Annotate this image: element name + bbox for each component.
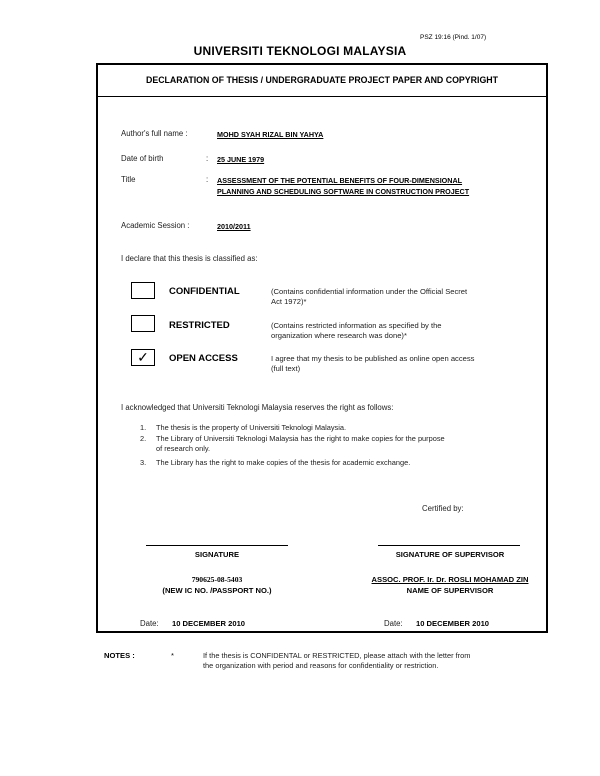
date-right-value: 10 DECEMBER 2010 xyxy=(416,619,490,628)
notes-text xyxy=(203,651,470,671)
university-name: UNIVERSITI TEKNOLOGI MALAYSIA xyxy=(193,44,407,58)
declare-text: I declare that this thesis is classified as: xyxy=(121,254,258,263)
restricted-description xyxy=(271,321,442,341)
right-item-2 xyxy=(140,434,445,453)
notes-asterisk: * xyxy=(171,651,174,660)
title-colon: : xyxy=(206,175,209,184)
open-access-label: OPEN ACCESS xyxy=(169,353,238,364)
dob-colon: : xyxy=(206,154,209,163)
right-item-1 xyxy=(140,423,347,433)
restricted-checkbox[interactable] xyxy=(131,315,155,332)
acknowledge-text: I acknowledged that Universiti Teknologi Malaysia reserves the right as follows: xyxy=(121,403,394,412)
session-label: Academic Session : xyxy=(121,221,190,230)
notes-label: NOTES : xyxy=(104,651,135,660)
ic-label: (NEW IC NO. /PASSPORT NO.) xyxy=(162,586,272,595)
declaration-frame xyxy=(96,63,548,633)
open-access-description xyxy=(271,354,474,374)
restricted-label: RESTRICTED xyxy=(169,320,230,331)
signature-line xyxy=(146,545,288,546)
form-reference: PSZ 19:16 (Pind. 1/07) xyxy=(420,34,487,41)
confidential-checkbox[interactable] xyxy=(131,282,155,299)
signature-label: SIGNATURE xyxy=(194,550,240,559)
supervisor-name-label: NAME OF SUPERVISOR xyxy=(406,586,494,595)
confidential-desc-line-1: (Contains confidential information under the Official Secret xyxy=(271,287,468,296)
confidential-label: CONFIDENTIAL xyxy=(169,286,240,297)
right-text-continued: of research only. xyxy=(156,444,211,453)
date-right-label: Date: xyxy=(384,619,403,628)
author-value: MOHD SYAH RIZAL BIN YAHYA xyxy=(217,130,324,139)
restricted-desc-line-2: organization where research was done)* xyxy=(271,331,407,340)
title-line-2: PLANNING AND SCHEDULING SOFTWARE IN CONSTRUCTION PROJECT xyxy=(217,187,470,196)
title-line-1: ASSESSMENT OF THE POTENTIAL BENEFITS OF FOUR-DIMENSIONAL xyxy=(217,176,463,185)
certified-by: Certified by: xyxy=(422,504,464,513)
right-text: The Library of Universiti Teknologi Malaysia has the right to make copies for the purpose xyxy=(156,434,445,443)
declaration-title-text: DECLARATION OF THESIS / UNDERGRADUATE PROJECT PAPER AND COPYRIGHT xyxy=(145,74,499,85)
right-text: The Library has the right to make copies of the thesis for academic exchange. xyxy=(156,458,411,467)
right-item-3 xyxy=(140,458,411,468)
confidential-description xyxy=(271,287,467,307)
supervisor-signature-line xyxy=(378,545,520,546)
notes-line-1: If the thesis is CONFIDENTAL or RESTRICTED, please attach with the letter from xyxy=(203,651,471,660)
dob-label: Date of birth xyxy=(121,154,164,163)
open-access-desc-line-1: I agree that my thesis to be published as online open access xyxy=(271,354,475,363)
supervisor-signature-label: SIGNATURE OF SUPERVISOR xyxy=(395,550,505,559)
date-left-value: 10 DECEMBER 2010 xyxy=(172,619,246,628)
ic-number: 790625-08-5403 xyxy=(191,575,243,584)
session-value: 2010/2011 xyxy=(217,222,251,231)
declaration-title xyxy=(96,63,548,97)
right-number: 1. xyxy=(140,423,147,432)
open-access-checkbox[interactable]: ✓ xyxy=(131,349,155,366)
author-label: Author's full name : xyxy=(121,129,188,138)
right-number: 2. xyxy=(140,434,147,443)
dob-value: 25 JUNE 1979 xyxy=(217,155,265,164)
right-number: 3. xyxy=(140,458,147,467)
open-access-desc-line-2: (full text) xyxy=(271,364,301,373)
title-label: Title xyxy=(121,175,136,184)
date-left-label: Date: xyxy=(140,619,159,628)
restricted-desc-line-1: (Contains restricted information as specified by the xyxy=(271,321,442,330)
supervisor-name: ASSOC. PROF. Ir. Dr. ROSLI MOHAMAD ZIN xyxy=(371,575,529,584)
notes-line-2: the organization with period and reasons for confidentiality or restriction. xyxy=(203,661,439,670)
confidential-desc-line-2: Act 1972)* xyxy=(271,297,307,306)
right-text: The thesis is the property of Universiti Teknologi Malaysia. xyxy=(156,423,347,432)
